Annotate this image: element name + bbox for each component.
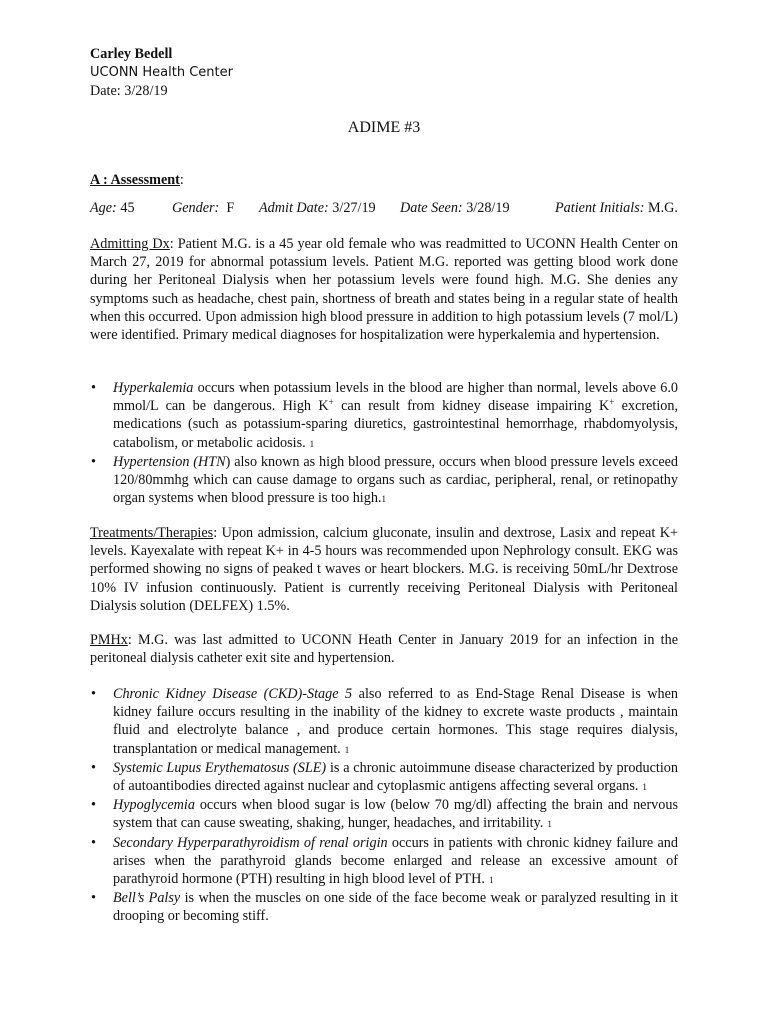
hyperkalemia-text-3: excretion, medications (such as potassium-sparing diuretics, gastrointestinal hemorrhage, rhabdomyolysis, catabolism, or metabolic acidosis. [113, 398, 679, 451]
reference-marker: 1 [381, 494, 386, 505]
bullet-sle [90, 759, 678, 796]
reference-marker: 1 [309, 438, 315, 449]
admitting-dx-label: Admitting Dx [90, 236, 170, 252]
reference-marker: 1 [642, 782, 647, 793]
patient-initials-label: Patient Initials: [555, 200, 645, 216]
bullet-hypertension [90, 453, 678, 509]
reference-marker: 1 [488, 875, 494, 886]
term-hypertension: Hypertension (HTN [113, 453, 226, 470]
bullet-bells-palsy [90, 889, 678, 925]
document-date: Date: 3/28/19 [90, 83, 168, 99]
term-ckd: Chronic Kidney Disease (CKD)-Stage 5 [113, 686, 353, 702]
hyperkalemia-text-1: occurs when potassium levels in the blood are higher than normal, levels above 6.0 mmol/L can be dangerous. High K [113, 380, 678, 415]
term-sle: Systemic Lupus Erythematosus (SLE) [113, 759, 327, 776]
author-name: Carley Bedell [90, 46, 173, 62]
date-seen-label: Date Seen: [400, 200, 463, 216]
gender-label: Gender: [172, 200, 220, 216]
pmhx-bullet-list [90, 685, 678, 926]
assessment-colon: : [179, 172, 184, 188]
ckd-text: also referred to as End-Stage Renal Disease is when kidney failure occurs resulting in the inability of the kidney to excrete waste products , maintain fluid and electrolyte balance , and produce certain hormones. This stage requires dialysis, transplantation or medical management. [113, 686, 678, 757]
term-hyperparathyroidism: Secondary Hyperparathyroidism of renal origin [113, 834, 388, 851]
treatments-paragraph [90, 524, 678, 615]
date-seen-value: 3/28/19 [466, 200, 510, 216]
age-value: 45 [120, 200, 135, 216]
bullet-glyph: • [91, 453, 96, 470]
hypertension-text: ) also known as high blood pressure, occurs when blood pressure levels exceed 120/80mmhg which can cause damage to organs such as cardiac, peripheral, renal, or retinopathy organ systems when blood pressure is too high. [113, 453, 679, 507]
page-title: ADIME #3 [347, 119, 421, 136]
assessment-label: Assessment [110, 172, 180, 188]
treatments-label: Treatments/Therapies [90, 525, 214, 541]
bells-palsy-text: is when the muscles on one side of the face become weak or paralyzed resulting in it drooping or becoming stiff. [113, 890, 678, 925]
hyperkalemia-text-2: can result from kidney disease impairing K [333, 398, 610, 415]
age-field [90, 199, 135, 217]
superscript-plus: + [328, 397, 334, 408]
bullet-hyperkalemia [90, 379, 678, 453]
bullet-glyph: • [91, 380, 96, 396]
superscript-plus: + [609, 397, 615, 408]
bullet-glyph: • [91, 890, 96, 907]
admit-date-label: Admit Date: [259, 200, 329, 216]
admit-date-value: 3/27/19 [332, 200, 376, 216]
assessment-heading [90, 171, 184, 189]
bullet-hyperparathyroidism [90, 834, 678, 890]
patient-initials-field [555, 199, 678, 217]
bullet-glyph: • [91, 686, 96, 702]
bullet-glyph: • [91, 797, 96, 814]
institution-name: UCONN Health Center [90, 64, 233, 80]
reference-marker: 1 [344, 744, 350, 755]
diagnosis-bullet-list [90, 379, 678, 508]
patient-initials-value: M.G. [648, 200, 678, 216]
gender-value: F [226, 200, 235, 216]
bullet-glyph: • [91, 759, 96, 776]
pmhx-text: : M.G. was last admitted to UCONN Heath Center in January 2019 for an infection in the peritoneal dialysis catheter exit site and hypertension. [90, 632, 678, 667]
age-label: Age: [90, 200, 117, 216]
admitting-dx-text: : Patient M.G. is a 45 year old female who was readmitted to UCONN Health Center on March 27, 2019 for abnormal potassium levels. Patient M.G. reported was getting blood work done during her Peritoneal Dialysis when her potassium levels were found high. M.G. She denies any symptoms such as headache, chest pain, shortness of breath and states being in a regular state of health when this occurred. Upon admission high blood pressure in addition to high potassium levels (7 mol/L) were identified. Primary medical diagnoses for hospitalization were hyperkalemia and hypertension. [90, 236, 678, 344]
bullet-glyph: • [91, 834, 96, 851]
admitting-dx-paragraph [90, 235, 678, 344]
date-seen-field [400, 199, 510, 217]
patient-demographics [90, 199, 680, 219]
sle-text: is a chronic autoimmune disease characterized by production of autoantibodies directed against nuclear and cytoplasmic antigens affecting several organs. [113, 759, 678, 795]
hypoglycemia-text: occurs when blood sugar is low (below 70 mg/dl) affecting the brain and nervous system that can cause sweating, shaking, hunger, headaches, and irritability. [113, 797, 678, 832]
term-hypoglycemia: Hypoglycemia [113, 797, 195, 814]
hyperparathyroidism-text: occurs in patients with chronic kidney failure and arises when the parathyroid glands become enlarged and release an excessive amount of parathyroid hormone (PTH) resulting in high blood level of PTH. [113, 834, 678, 888]
bullet-ckd [90, 685, 678, 759]
document-header [90, 45, 233, 101]
bullet-hypoglycemia [90, 796, 678, 833]
pmhx-paragraph [90, 631, 678, 667]
pmhx-label: PMHx [90, 632, 128, 648]
admit-date-field [259, 199, 376, 217]
term-hyperkalemia: Hyperkalemia [113, 380, 194, 396]
assessment-letter: A [90, 172, 100, 188]
term-bells-palsy: Bell’s Palsy [113, 890, 181, 907]
reference-marker: 1 [547, 819, 552, 830]
assessment-separator: : [99, 172, 111, 188]
gender-field [172, 199, 234, 217]
treatments-text: : Upon admission, calcium gluconate, insulin and dextrose, Lasix and repeat K+ levels. Kayexalate with repeat K+ in 4-5 hours was recommended upon Nephrology consult. EKG was performed showing no signs of peaked t waves or heart blockers. M.G. is receiving 50mL/hr Dextrose 10% IV infusion continuously. Patient is currently receiving Peritoneal Dialysis with Peritoneal Dialysis solution (DELFEX) 1.5%. [90, 525, 678, 614]
